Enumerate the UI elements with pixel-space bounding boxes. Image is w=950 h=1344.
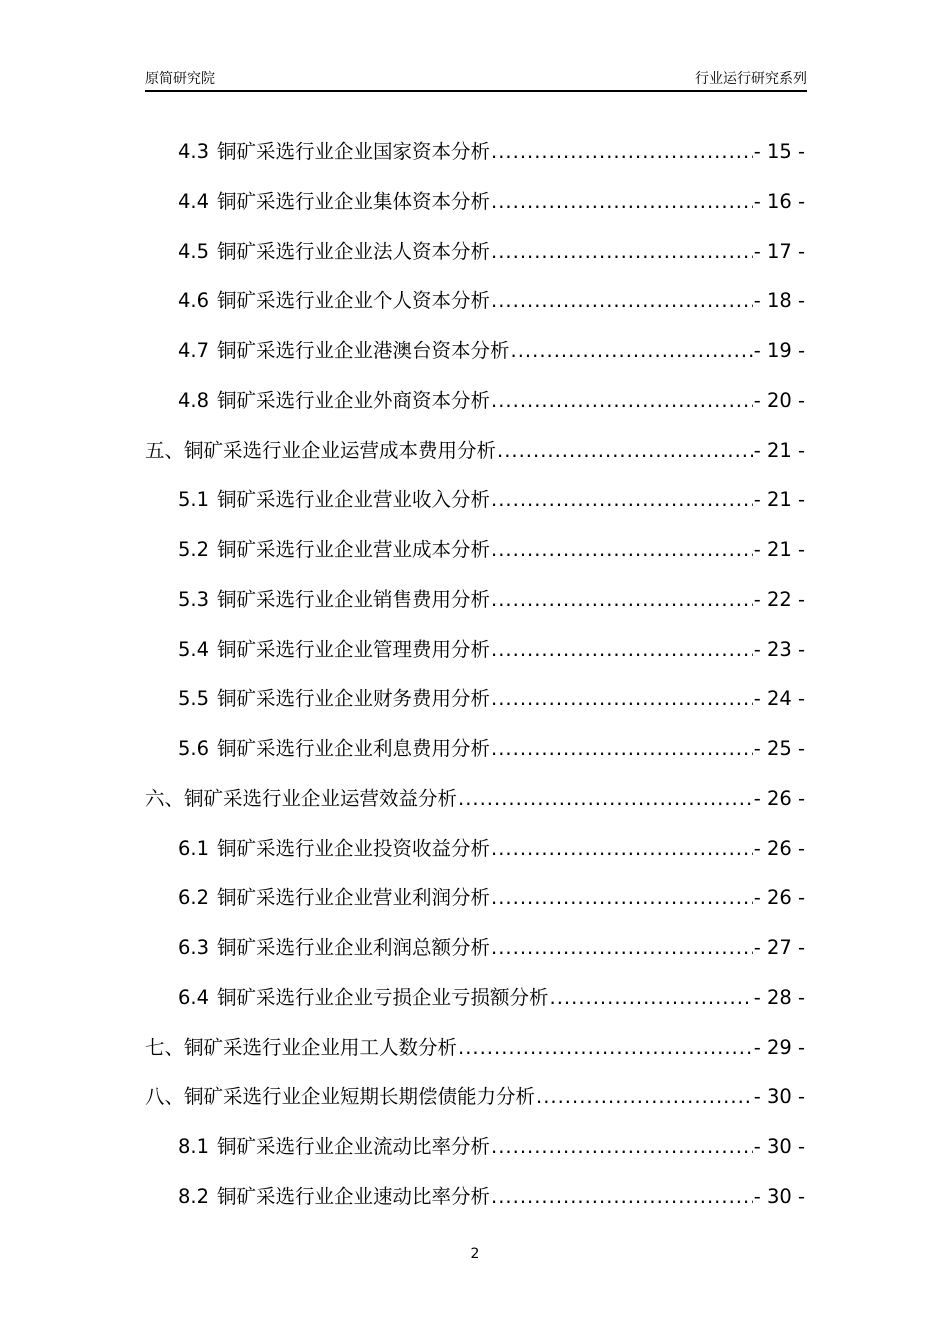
toc-entry-title: 铜矿采选行业企业亏损企业亏损额分析 [217, 985, 549, 1009]
toc-entry-number: 5.6 [178, 737, 210, 760]
toc-entry[interactable] [145, 285, 805, 335]
toc-entry[interactable] [145, 584, 805, 634]
toc-entry-title: 铜矿采选行业企业管理费用分析 [217, 637, 491, 661]
toc-entry-page: - 24 - [753, 687, 805, 711]
toc-entry[interactable] [145, 136, 805, 186]
toc-entry-title: 七、铜矿采选行业企业用工人数分析 [145, 1035, 458, 1059]
toc-entry[interactable] [145, 335, 805, 385]
toc-entry-number: 5.4 [178, 637, 210, 661]
header-series: 行业运行研究系列 [695, 71, 807, 87]
toc-entry-page: - 29 - [753, 1035, 805, 1059]
toc-entry-title: 五、铜矿采选行业企业运营成本费用分析 [145, 438, 497, 462]
toc-entry-page: - 25 - [753, 737, 805, 760]
page-number: 2 [470, 1246, 480, 1262]
toc-entry-page: - 19 - [753, 339, 805, 362]
toc-entry-title: 铜矿采选行业企业速动比率分析 [217, 1184, 491, 1208]
toc-leader-dots [458, 1036, 753, 1059]
toc-entry-number: 8.2 [178, 1184, 210, 1208]
toc-entry-title: 铜矿采选行业企业营业利润分析 [217, 886, 491, 910]
toc-entry-page: - 21 - [753, 438, 805, 462]
toc-entry-number: 5.2 [178, 538, 210, 561]
toc-leader-dots [491, 638, 753, 661]
toc-entry-number: 6.2 [178, 886, 210, 910]
toc-entry-title: 铜矿采选行业企业法人资本分析 [217, 239, 491, 263]
toc-leader-dots [511, 339, 753, 362]
toc-leader-dots [491, 190, 753, 213]
toc-entry-page: - 27 - [753, 936, 805, 959]
toc-leader-dots [491, 389, 753, 412]
toc-entry[interactable] [145, 1181, 805, 1231]
toc-entry[interactable] [145, 932, 805, 982]
toc-entry-number: 6.4 [178, 985, 210, 1009]
toc-entry-title: 铜矿采选行业企业营业收入分析 [217, 488, 491, 512]
toc-entry-number: 4.6 [178, 289, 210, 313]
toc-leader-dots [491, 737, 753, 760]
toc-entry-title: 铜矿采选行业企业利润总额分析 [217, 936, 491, 959]
toc-entry-number: 6.3 [178, 936, 210, 959]
toc-entry[interactable] [145, 1032, 805, 1082]
toc-entry-page: - 30 - [753, 1184, 805, 1208]
toc-entry[interactable] [145, 435, 805, 485]
toc-entry-page: - 28 - [753, 985, 805, 1009]
toc-entry[interactable] [145, 186, 805, 236]
toc-entry-page: - 26 - [753, 786, 805, 810]
toc-entry[interactable] [145, 882, 805, 932]
toc-entry-page: - 30 - [753, 1085, 805, 1109]
toc-entry-number: 5.5 [178, 687, 210, 711]
toc-leader-dots [491, 289, 753, 312]
toc-entry[interactable] [145, 683, 805, 733]
toc-leader-dots [491, 240, 753, 263]
toc-entry-number: 5.1 [178, 488, 210, 512]
toc-entry-number: 4.5 [178, 239, 210, 263]
toc-leader-dots [491, 886, 753, 909]
table-of-contents [145, 136, 805, 1231]
toc-entry-title: 铜矿采选行业企业外商资本分析 [217, 388, 491, 412]
toc-leader-dots [550, 986, 753, 1009]
toc-entry-title: 铜矿采选行业企业财务费用分析 [217, 687, 491, 711]
toc-entry-number: 4.4 [178, 189, 210, 213]
toc-entry-title: 铜矿采选行业企业集体资本分析 [217, 189, 491, 213]
toc-entry[interactable] [145, 783, 805, 833]
toc-entry[interactable] [145, 634, 805, 684]
toc-entry[interactable] [145, 236, 805, 286]
toc-leader-dots [536, 1085, 753, 1108]
toc-entry-page: - 18 - [753, 289, 805, 313]
toc-entry-title: 铜矿采选行业企业营业成本分析 [217, 538, 491, 561]
toc-entry[interactable] [145, 1131, 805, 1181]
toc-leader-dots [458, 787, 753, 810]
toc-entry[interactable] [145, 1081, 805, 1131]
toc-leader-dots [491, 538, 753, 561]
toc-entry-title: 铜矿采选行业企业个人资本分析 [217, 289, 491, 313]
toc-leader-dots [491, 1185, 753, 1208]
toc-entry-title: 六、铜矿采选行业企业运营效益分析 [145, 786, 458, 810]
toc-entry[interactable] [145, 534, 805, 584]
toc-leader-dots [491, 936, 753, 959]
toc-leader-dots [491, 588, 753, 611]
toc-entry[interactable] [145, 484, 805, 534]
toc-entry[interactable] [145, 385, 805, 435]
toc-entry-page: - 20 - [753, 388, 805, 412]
toc-entry-page: - 21 - [753, 488, 805, 512]
toc-entry-page: - 16 - [753, 189, 805, 213]
toc-leader-dots [491, 687, 753, 710]
toc-entry-page: - 26 - [753, 886, 805, 910]
toc-entry-page: - 21 - [753, 538, 805, 561]
toc-entry-number: 4.3 [178, 140, 210, 163]
toc-leader-dots [491, 1135, 753, 1158]
toc-entry-title: 铜矿采选行业企业港澳台资本分析 [217, 339, 510, 362]
toc-entry-number: 4.7 [178, 339, 210, 362]
header-org: 原简研究院 [145, 71, 215, 87]
toc-leader-dots [491, 140, 753, 163]
page-header [145, 66, 807, 92]
toc-entry[interactable] [145, 733, 805, 783]
toc-entry-title: 铜矿采选行业企业利息费用分析 [217, 737, 491, 760]
toc-entry-title: 铜矿采选行业企业销售费用分析 [217, 587, 491, 611]
toc-entry-page: - 26 - [753, 836, 805, 860]
toc-entry-page: - 22 - [753, 587, 805, 611]
toc-entry[interactable] [145, 833, 805, 883]
toc-entry-page: - 23 - [753, 637, 805, 661]
toc-entry-page: - 30 - [753, 1135, 805, 1158]
toc-leader-dots [491, 488, 753, 511]
toc-entry-title: 铜矿采选行业企业国家资本分析 [217, 140, 491, 163]
toc-entry-number: 4.8 [178, 388, 210, 412]
toc-entry-number: 6.1 [178, 836, 210, 860]
toc-entry-title: 铜矿采选行业企业投资收益分析 [217, 836, 491, 860]
toc-entry-number: 8.1 [178, 1135, 210, 1158]
toc-entry-number: 5.3 [178, 587, 210, 611]
toc-leader-dots [491, 837, 753, 860]
toc-entry-page: - 17 - [753, 239, 805, 263]
toc-entry-title: 铜矿采选行业企业流动比率分析 [217, 1135, 491, 1158]
toc-entry-page: - 15 - [753, 140, 805, 163]
toc-entry[interactable] [145, 982, 805, 1032]
toc-entry-title: 八、铜矿采选行业企业短期长期偿债能力分析 [145, 1085, 536, 1109]
toc-leader-dots [497, 439, 753, 462]
